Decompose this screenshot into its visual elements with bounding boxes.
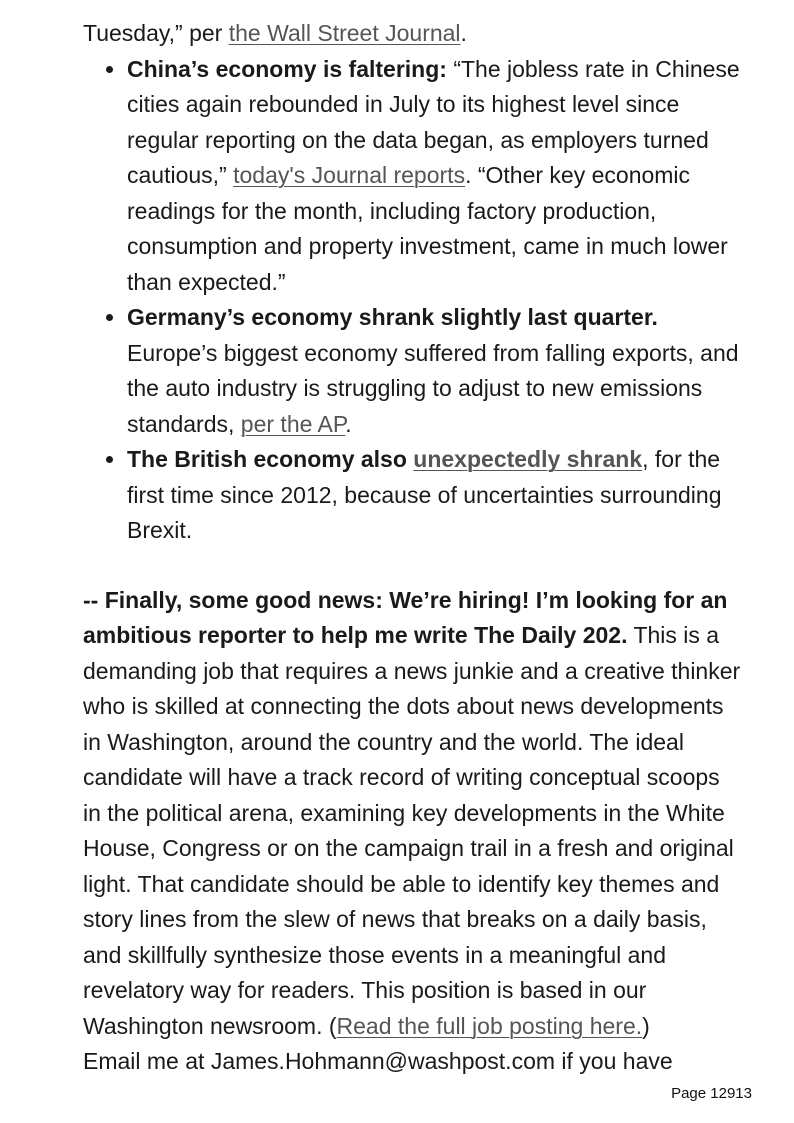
journal-reports-link[interactable]: today's Journal reports <box>233 162 466 188</box>
bullet-heading-britain: The British economy also <box>127 446 414 472</box>
list-item-britain: • The British economy also unexpectedly shrank, for the first time since 2012, because of uncertainties surrounding Brexit. <box>127 442 743 549</box>
list-item-germany: • Germany’s economy shrank slightly last quarter. Europe’s biggest economy suffered from falling exports, and the auto industry is struggling to adjust to new emissions standards, per the AP. <box>127 300 743 442</box>
list-item-china: • China’s economy is faltering: “The jobless rate in Chinese cities again rebounded in July to its highest level since regular reporting on the data began, as employers turned cautious,” today's Journal reports. “Other key economic readings for the month, including factory production, consumption and property investment, came in much lower than expected.” <box>127 52 743 301</box>
job-posting-link[interactable]: Read the full job posting here. <box>336 1012 643 1039</box>
wsj-link[interactable]: the Wall Street Journal <box>228 20 461 46</box>
page-number: Page 12913 <box>671 1085 752 1102</box>
economy-bullet-list <box>83 52 743 549</box>
bullet-heading-china: China’s economy is faltering: <box>127 55 447 82</box>
paragraph-spacer <box>83 549 743 583</box>
bullet-heading-germany: Germany’s economy shrank slightly last quarter. <box>127 304 658 330</box>
ap-link[interactable]: per the AP <box>240 410 346 437</box>
hiring-heading: -- Finally, some good news: We’re hiring! I’m looking for an ambitious reporter to help me write The Daily 202. <box>83 586 728 648</box>
hiring-paragraph: -- Finally, some good news: We’re hiring! I’m looking for an ambitious reporter to help me write The Daily 202. This is a demanding job that requires a news junkie and a creative thinker who is skilled at connecting the dots about news developments in Washington, around the country and the world. The ideal candidate will have a track record of writing conceptual scoops in the political arena, examining key developments in the White House, Congress or on the campaign trail in a fresh and original light. That candidate should be able to identify key themes and story lines from the slew of news that breaks on a daily basis, and skillfully synthesize those events in a meaningful and revelatory way for readers. This position is based in our Washington newsroom. (Read the full job posting here.) <box>83 586 741 1039</box>
cut-off-top-line: Tuesday,” per the Wall Street Journal. <box>83 20 467 46</box>
unexpectedly-shrank-link[interactable]: unexpectedly shrank <box>413 446 643 472</box>
cut-off-bottom-line: Email me at James.Hohmann@washpost.com if you have <box>83 1048 673 1074</box>
article-body <box>83 16 743 1075</box>
